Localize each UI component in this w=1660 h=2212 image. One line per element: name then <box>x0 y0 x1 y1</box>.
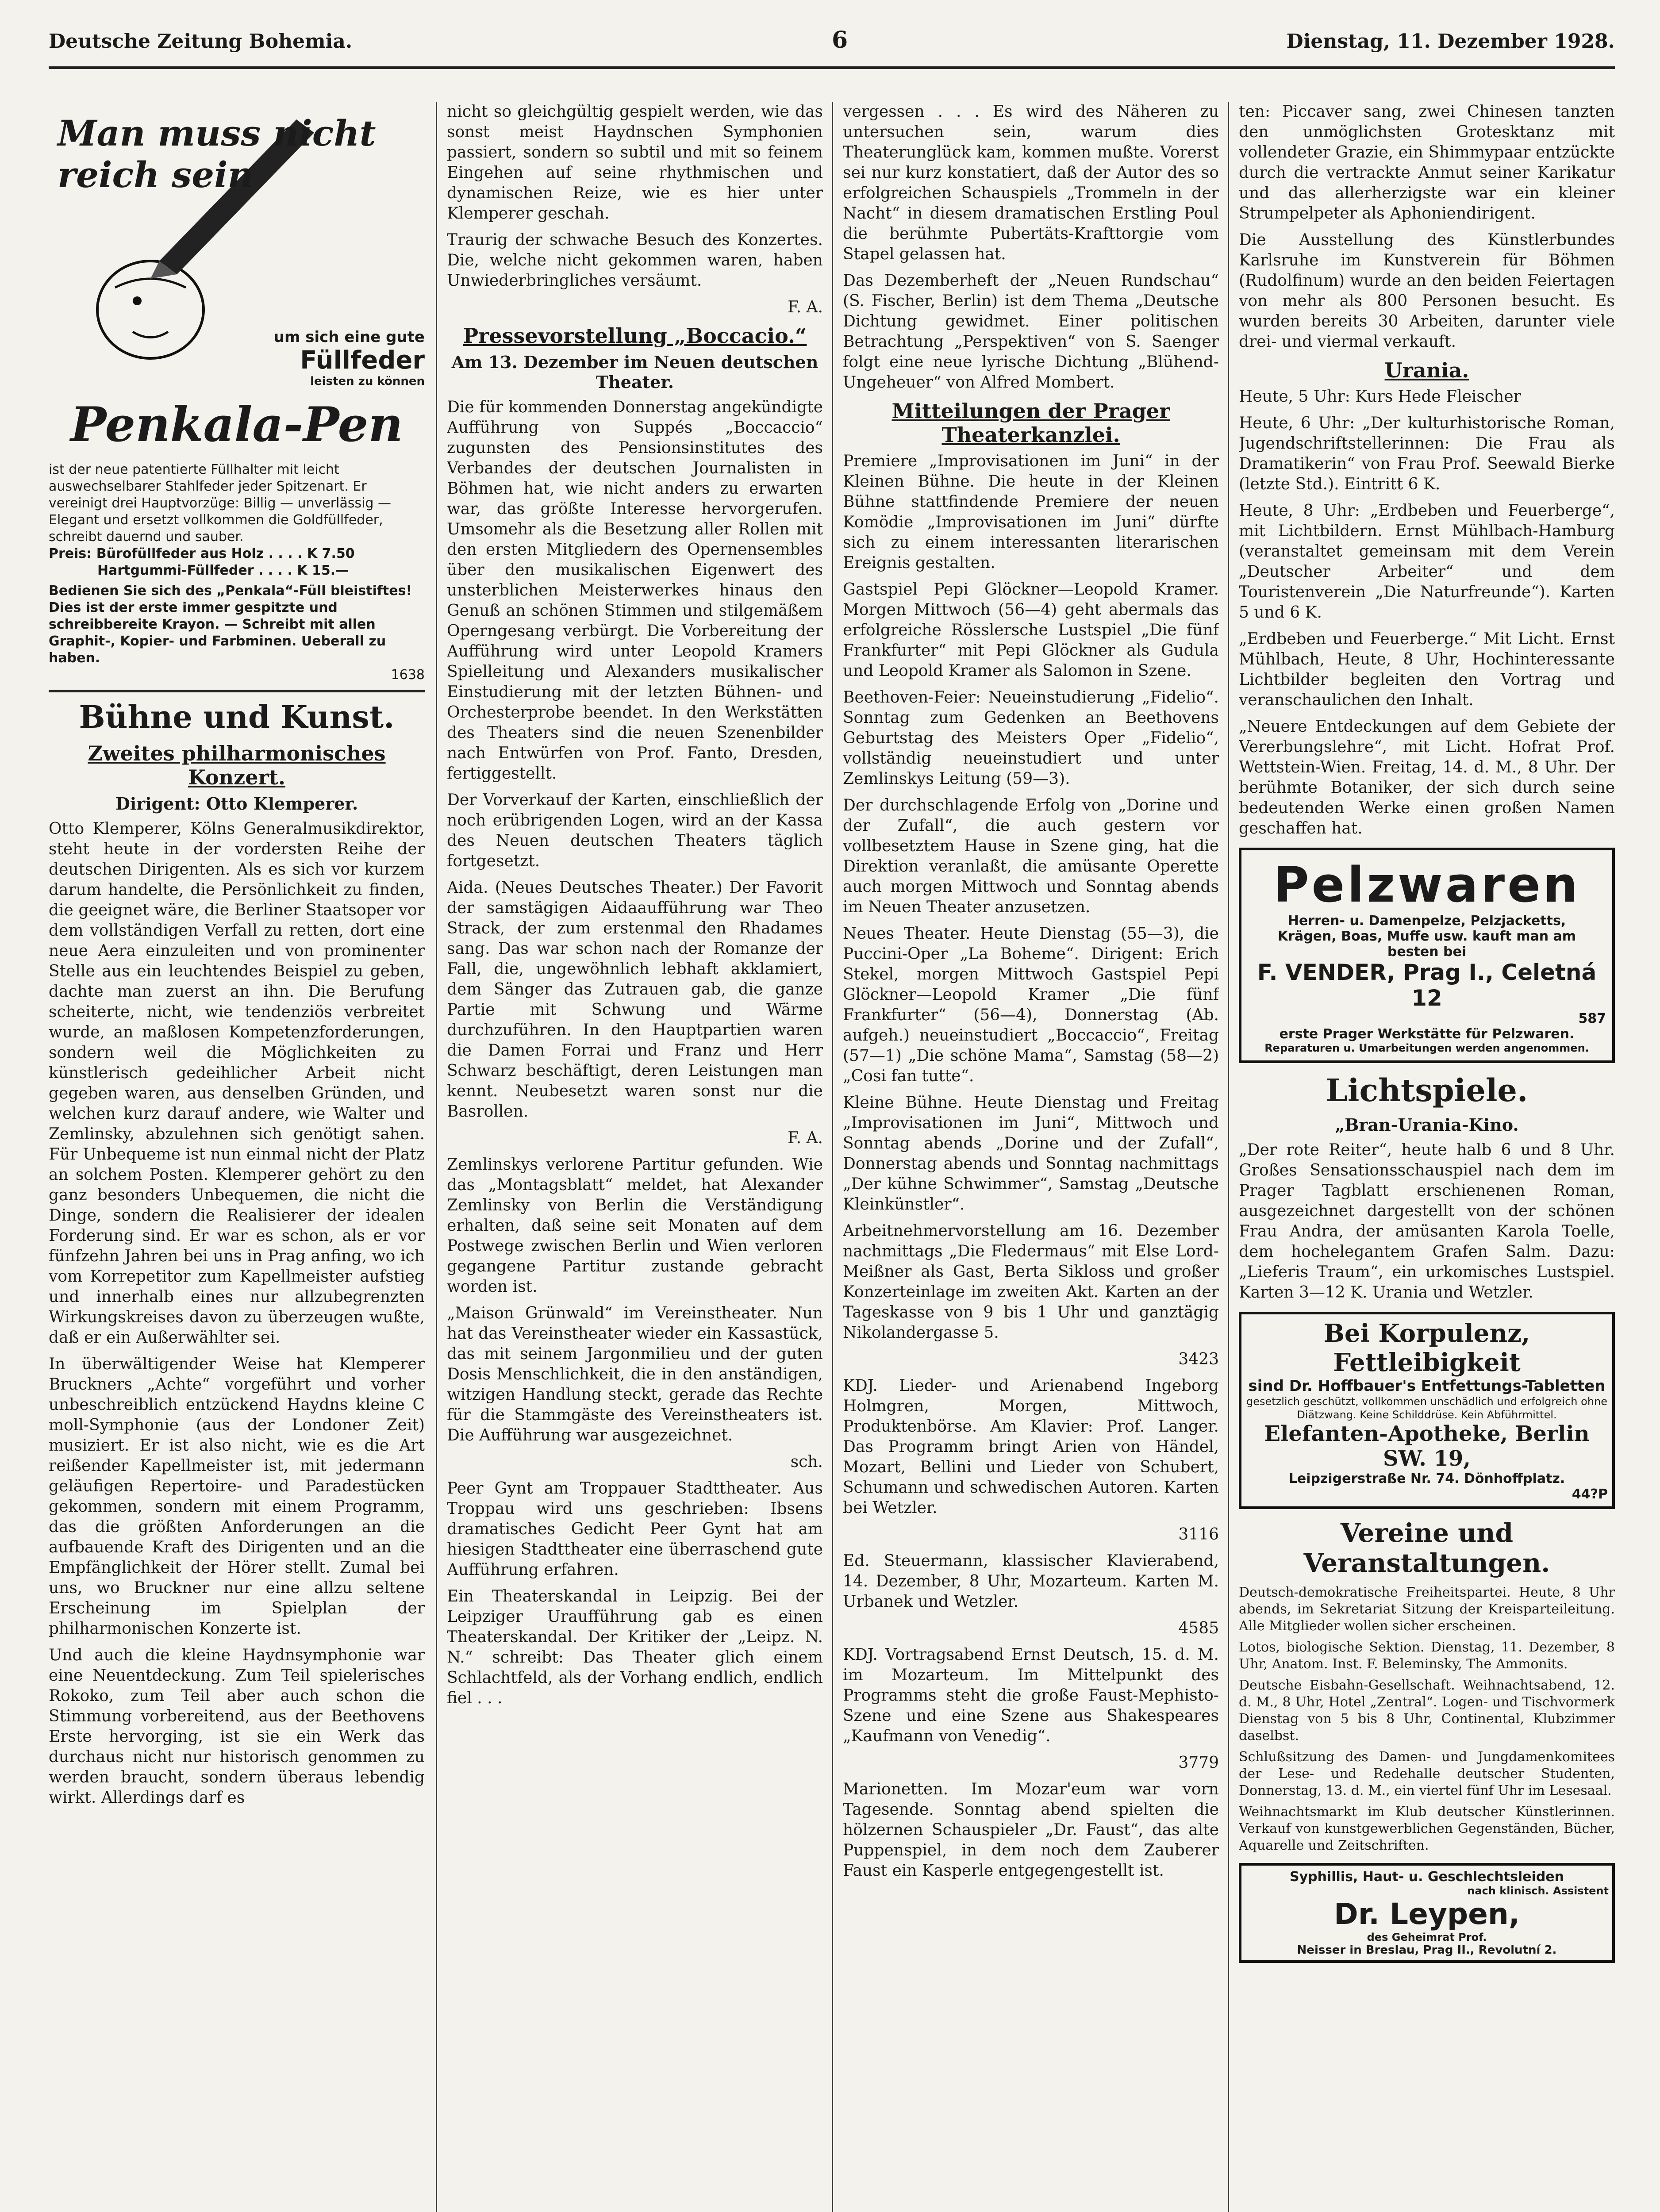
ref-number: 4585 <box>1178 1619 1219 1637</box>
dorine-note: Der durchschlagende Erfolg von „Dorine und der Zufall“, die auch gestern vor vollbesetztem Hause in Szene ging, hat die Direktion veranlaßt, die amüsante Operette auch morgen Mittwoch und Sonntag abends im Neuen Theater anzusetzen. <box>843 796 1219 916</box>
urania-item-2: Heute, 6 Uhr: „Der kulturhistorische Roman, Jugendschriftstellerinnen: Die Frau als Dramatikerin“ von Frau Prof. Seewald Bierke (letzte Std.). Eintritt 6 K. <box>1239 414 1615 493</box>
concert-subtitle: Dirigent: Otto Klemperer. <box>115 794 358 814</box>
ref-number: 3116 <box>1178 1525 1219 1544</box>
concert-conclusion: Traurig der schwache Besuch des Konzertes. Die, welche nicht gekommen waren, haben Unwiederbringliches versäumt. <box>447 231 823 290</box>
boccaccio-title: Pressevorstellung „Boccacio.“ <box>463 324 807 348</box>
korpulenz-ref: 44?P <box>1572 1486 1608 1502</box>
neues-theater-note: Neues Theater. Heute Dienstag (55—3), die Puccini-Oper „La Boheme“. Dirigent: Erich Stekel, morgen Mittwoch Gastspiel Pepi Glöckner—Leopold Kramer „Die fünf Frankfurter“ (56—4), Donnerstag (Ab. aufgeh.) neueinstudiert „Boccaccio“, Freitag (57—1) „Die schöne Mama“, Samstag (58—2) „Cosi fan tutte“. <box>843 925 1219 1085</box>
boccaccio-subtitle: Am 13. Dezember im Neuen deutschen Theater. <box>451 352 818 392</box>
vereine-item-5: Weihnachtsmarkt im Klub deutscher Künstlerinnen. Verkauf von kunstgewerblichen Gegenständen, Bücher, Aquarelle und Zeitschriften. <box>1239 1804 1615 1853</box>
kleine-buehne-note: Kleine Bühne. Heute Dienstag und Freitag „Improvisationen im Juni“, Mittwoch und Sonntag abends „Dorine und der Zufall“, Donnerstag abends und Sonntag nachmittags „Der kühne Schwimmer“, Samstag „Deutsche Kleinkünstler“. <box>843 1094 1219 1214</box>
beethoven-note: Beethoven-Feier: Neueinstudierung „Fidelio“. Sonntag zum Gedenken an Beethovens Geburtstag des Meisters Oper „Fidelio“, vollständig neueinstudiert und unter Zemlinskys Leitung (59—3). <box>843 688 1219 788</box>
concert-paragraph-2: In überwältigender Weise hat Klemperer Bruckners „Achte“ vorgeführt und vorher unbeschreiblich entzückend Haydns kleine C moll-Symphonie (aus der Londoner Zeit) musiziert. Er ist also nicht, wie es die Art reißender Kapellmeister ist, mit jedermann geläufigen Repertoire- und Paradestücken gekommen, sondern mit einem Programm, das die größten Anforderungen an die aufbauende Kraft des Dirigenten und an die Empfänglichkeit der Hörer stellt. Zumal bei uns, wo Bruckner nur eine allzu seltene Erscheinung im Spielplan der philharmonischen Konzerte ist. <box>49 1355 425 1638</box>
lichtspiele-title: Lichtspiele. <box>1326 1072 1528 1109</box>
pelz-line4: erste Prager Werkstätte für Pelzwaren. <box>1279 1026 1575 1042</box>
ref-number: 3423 <box>1178 1350 1219 1368</box>
boccaccio-paragraph-2: Der Vorverkauf der Karten, einschließlich der noch erübrigenden Logen, wird an der Kassa des Neuen deutschen Theaters täglich fortgesetzt. <box>447 791 823 870</box>
kuenstlerbund-note: Die Ausstellung des Künstlerbundes Karlsruhe im Kunstverein für Böhmen (Rudolfinum) wurde an den beiden Feiertagen von mehr als 800 Personen besucht. Es wurden bereits 30 Arbeiten, darunter viele drei- und viermal verkauft. <box>1239 231 1615 351</box>
pen-footer: Bedienen Sie sich des „Penkala“-Füll bleistiftes! Dies ist der erste immer gespitzte und schreibbereite Krayon. — Schreibt mit allen Graphit-, Kopier- und Farbminen. Ueberall zu haben. <box>49 583 412 666</box>
pen-ref: 1638 <box>391 667 425 683</box>
pelz-ref: 587 <box>1578 1011 1606 1026</box>
concert-continued: nicht so gleichgültig gespielt werden, wie das sonst meist Haydnschen Symphonien passiert, sondern so subtil und mit so feinem Eingehen auf seine rhythmischen und dynamischen Reize, wie es hier unter Klemperer geschah. <box>447 103 823 223</box>
urania-item-3: Heute, 8 Uhr: „Erdbeben und Feuerberge“, mit Lichtbildern. Ernst Mühlbach-Hamburg (veranstaltet gemeinsam mit dem Verein „Deutscher Arbeiter“ und dem Touristenverein „Die Naturfreunde“). Karten 5 und 6 K. <box>1239 502 1615 622</box>
column-divider <box>436 102 437 2212</box>
pen-price1: Preis: Bürofüllfeder aus Holz . . . . K 7.50 <box>49 546 355 561</box>
zemlinsky-note: Zemlinskys verlorene Partitur gefunden. Wie das „Montagsblatt“ meldet, hat Alexander Zemlinsky von Berlin die Verständigung erhalten, daß seine seit Monaten auf dem Postwege zwischen Berlin und Wien verloren gegangene Partitur zustande gebracht worden ist. <box>447 1156 823 1296</box>
section-divider <box>49 690 425 692</box>
masthead-rule <box>49 66 1615 69</box>
deutsch-note: KDJ. Vortragsabend Ernst Deutsch, 15. d. M. im Mozarteum. Im Mittelpunkt des Programms steht die große Faust-Mephisto-Szene und eine Szene aus Shakespeares „Kaufmann von Venedig“. <box>843 1646 1219 1745</box>
aida-review: Aida. (Neues Deutsches Theater.) Der Favorit der samstägigen Aidaaufführung war Theo Strack, der zum erstenmal den Rhadames sang. Das war schon nach der Romanze der Fall, die, ungewöhnlich lebhaft akklamiert, dem Sänger das Zutrauen gab, die ganze Partie mit Schwung und Wärme durchzuführen. In den Hauptpartien waren die Damen Forrai und Franz und Herr Schwarz beschäftigt, deren Leistungen man kennt. Neubesetzt waren sonst nur die Basrollen. <box>447 879 823 1121</box>
leypen-line2: nach klinisch. Assistent <box>1467 1885 1609 1897</box>
leypen-name: Dr. Leypen, <box>1334 1897 1520 1931</box>
leypen-advertisement <box>1239 1863 1615 1963</box>
pelz-line2: Krägen, Boas, Muffe usw. kauft man am <box>1277 929 1576 944</box>
maison-gruenwald-review: „Maison Grünwald“ im Vereinstheater. Nun hat das Vereinstheater wieder ein Kassastück, das mit seinem Jargonmilieu und der guten Dosis Menschlichkeit, die in den anständigen, witzigen Handlung steckt, gerade das Rechte für die Stammgäste des Vereinstheaters ist. Die Aufführung war ausgezeichnet. <box>447 1304 823 1444</box>
column-divider <box>832 102 833 2212</box>
pen-brand: Penkala-Pen <box>70 397 403 453</box>
section-title-buehne: Bühne und Kunst. <box>79 699 395 735</box>
concert-title: Zweites philharmonisches Konzert. <box>88 741 386 789</box>
pelzwaren-advertisement <box>1239 848 1615 1063</box>
urania-title: Urania. <box>1384 358 1469 382</box>
pen-advertisement <box>49 102 425 684</box>
marionetten-continued: ten: Piccaver sang, zwei Chinesen tanzten den unmöglichsten Grotesktanz mit vollendeter Grazie, ein Shimmypaar entzückte durch die vertrackte Anmut seiner Karikatur und das allerherzigste war ein kleiner Strumpelpeter als Aphoniendirigent. <box>1239 103 1615 223</box>
korpulenz-small: gesetzlich geschützt, vollkommen unschädlich und erfolgreich ohne Diätzwang. Keine Schilddrüse. Kein Abführmittel. <box>1246 1395 1608 1421</box>
pen-line2: Füllfeder <box>300 346 425 375</box>
column-divider <box>1228 102 1229 2212</box>
urania-item-1: Heute, 5 Uhr: Kurs Hede Fleischer <box>1239 388 1521 406</box>
column-1 <box>49 102 425 2212</box>
kino-note: „Der rote Reiter“, heute halb 6 und 8 Uhr. Großes Sensationsschauspiel nach dem im Prager Tagblatt erschienenen Roman, ausgezeichnet dargestellt von der schönen Frau Andra, der amüsanten Karola Toelle, dem hochelegantem Grafen Salm. Dazu: „Lieferis Traum“, ein urkomisches Lustspiel. Karten 3—12 K. Urania und Wetzler. <box>1239 1141 1615 1302</box>
korpulenz-sub: sind Dr. Hoffbauer's Entfettungs-Tabletten <box>1248 1377 1606 1395</box>
pelz-line5: Reparaturen u. Umarbeitungen werden angenommen. <box>1264 1042 1589 1054</box>
gastspiel-note: Gastspiel Pepi Glöckner—Leopold Kramer. Morgen Mittwoch (56—4) geht abermals das erfolgreiche Rösslersche Lustspiel „Die fünf Frankfurter“ mit Pepi Glöckner als Gudula und Leopold Kramer als Salomon in Szene. <box>843 580 1219 680</box>
pen-line1: um sich eine gute <box>273 328 425 346</box>
pelz-title: Pelzwaren <box>1273 856 1580 913</box>
entdeckungen-note: „Neuere Entdeckungen auf dem Gebiete der Vererbungslehre“, mit Licht. Hofrat Prof. Wettstein-Wien. Freitag, 14. d. M., 8 Uhr. Der berühmte Botaniker, der sich durch seine bedeutenden Werke einen großen Namen geschaffen hat. <box>1239 718 1615 837</box>
vereine-item-1: Deutsch-demokratische Freiheitspartei. Heute, 8 Uhr abends, im Sekretariat Sitzung der Kreisparteileitung. Alle Mitglieder wollen sicher erscheinen. <box>1239 1585 1615 1634</box>
leipzig-continued: vergessen . . . Es wird des Näheren zu untersuchen sein, warum dies Theaterunglück kam, kommen mußte. Vorerst sei nur kurz konstatiert, daß der Autor des so erfolgreichen Schauspiels „Trommeln in der Nacht“ in diesem dramatischen Erstling Poul die berühmte Pubertäts-Krafttorgie vom Stapel gelassen hat. <box>843 103 1219 263</box>
boccaccio-paragraph-1: Die für kommenden Donnerstag angekündigte Aufführung von Suppés „Boccaccio“ zugunsten des Pensionsinstitutes des Verbandes der deutschen Journalisten in Böhmen hat, wie nicht anders zu erwarten war, das größte Interesse hervorgerufen. Umsomehr als die Besetzung aller Rollen mit den ersten Mitgliedern des Opernensembles über den musikalischen Eigenwert des unsterblichen Meisterwerkes hinaus den Genuß an schönen Stimmen und stilgemäßem Operngesang verbürgt. Die Vorbereitung der Aufführung wird unter Leopold Kramers Spielleitung und Alexanders musikalischer Einstudierung mit der letzten Bühnen- und Orchesterprobe beendet. In den Werkstätten des Theaters sind die neuen Szenenbilder nach Entwürfen von Prof. Fanto, Dresden, fertiggestellt. <box>447 398 823 783</box>
pen-price2: Hartgummi-Füllfeder . . . . K 15.— <box>97 563 349 578</box>
mitteilungen-title: Mitteilungen der Prager Theaterkanzlei. <box>891 399 1170 447</box>
pelz-line3: besten bei <box>1387 944 1467 960</box>
korpulenz-title: Bei Korpulenz, Fettleibigkeit <box>1323 1319 1530 1377</box>
masthead <box>49 22 1615 66</box>
signature: F. A. <box>788 298 823 316</box>
leipzig-scandal: Ein Theaterskandal in Leipzig. Bei der Leipziger Uraufführung gab es einen Theaterskandal. Der Kritiker der „Leipz. N. N.“ schreibt: Das Theater glich einem Schlachtfeld, als der Vorhang endlich, endlich fiel . . . <box>447 1587 823 1707</box>
erdbeben-note: „Erdbeben und Feuerberge.“ Mit Licht. Ernst Mühlbach, Heute, 8 Uhr, Hochinteressante Lichtbilder begleiten den Vortrag und veranschaulichen den Inhalt. <box>1239 630 1615 709</box>
paper-name: Deutsche Zeitung Bohemia. <box>49 30 353 53</box>
page-number: 6 <box>832 27 848 54</box>
ref-number: 3779 <box>1178 1754 1219 1772</box>
kino-title: „Bran-Urania-Kino. <box>1335 1115 1519 1135</box>
vereine-item-4: Schlußsitzung des Damen- und Jungdamenkomitees der Lese- und Redehalle deutscher Studenten, Donnerstag, 13. d. M., ein viertel fünf Uhr im Lesesaal. <box>1239 1749 1615 1798</box>
column-4 <box>1239 102 1615 2212</box>
steuermann-note: Ed. Steuermann, klassischer Klavierabend, 14. Dezember, 8 Uhr, Mozarteum. Karten M. Urbanek und Wetzler. <box>843 1552 1219 1611</box>
leypen-line3: des Geheimrat Prof. <box>1367 1931 1487 1943</box>
holmgren-note: KDJ. Lieder- und Arienabend Ingeborg Holmgren, Morgen, Mittwoch, Produktenbörse. Am Klavier: Prof. Langer. Das Programm bringt Arien von Händel, Mozart, Bellini und Lieder von Schubert, Schumann und schwedischen Autoren. Karten bei Wetzler. <box>843 1377 1219 1517</box>
pelz-firm: F. VENDER, Prag I., Celetná 12 <box>1257 960 1597 1011</box>
leypen-line4: Neisser in Breslau, Prag II., Revolutní 2. <box>1297 1943 1557 1957</box>
premiere-note: Premiere „Improvisationen im Juni“ in der Kleinen Bühne. Die heute in der Kleinen Bühne stattfindende Premiere der neuen Komödie „Improvisationen im Juni“ dürfte sich zu einem interessanten literarischen Ereignis gestalten. <box>843 452 1219 572</box>
issue-date: Dienstag, 11. Dezember 1928. <box>1286 30 1615 53</box>
vereine-title: Vereine und Veranstaltungen. <box>1303 1518 1550 1578</box>
signature: sch. <box>790 1453 823 1471</box>
korpulenz-addr: Leipzigerstraße Nr. 74. Dönhoffplatz. <box>1288 1471 1565 1486</box>
vereine-item-2: Lotos, biologische Sektion. Dienstag, 11. Dezember, 8 Uhr, Anatom. Inst. F. Beleminsky, The Ammonits. <box>1239 1640 1615 1672</box>
arbeitnehmer-note: Arbeitnehmervorstellung am 16. Dezember nachmittags „Die Fledermaus“ mit Else Lord-Meißner als Gast, Berta Sikloss und großer Konzerteinlage im zweiten Akt. Karten an der Tageskasse von 9 bis 1 Uhr und ganztägig Nikolandergasse 5. <box>843 1222 1219 1342</box>
concert-paragraph-1: Otto Klemperer, Kölns Generalmusikdirektor, steht heute in der vordersten Reihe der deutschen Dirigenten. Als es sich vor kurzem darum handelte, die Persönlichkeit zu finden, die geeignet wäre, die Berliner Staatsoper vor dem vollständigen Verfall zu retten, dort eine neue Aera einzuleiten und von prominenter Stelle aus ein leuchtendes Beispiel zu geben, dachte man zuerst an ihn. Die Berufung scheiterte, nicht, wie tendenziös verbreitet wurde, an maßlosen Kompetenzforderungen, sondern weil die Möglichkeiten zu künstlerisch gedeihlicher Arbeit nicht gegeben waren, aus denselben Gründen, und welchen kurz darauf andere, wie Walter und Zemlinsky, abzulehnen sich genötigt sahen. Für Unbequeme ist nun einmal nicht der Platz an solchem Posten. Klemperer gehört zu den ganz besonders Unbequemen, die nicht die Dinge, sondern die Realisierer der idealen Forderung sind. Er war es schon, als er vor fünfzehn Jahren bei uns in Prag anfing, wo ich vom Korrepetitor zum Kapellmeister aufstieg und innerhalb eines nur allzubegrenzten Wirkungskreises davon zu überzeugen wußte, daß er ein Außerwählter sei. <box>49 820 425 1347</box>
leypen-line1: Syphillis, Haut- u. Geschlechtsleiden <box>1290 1869 1564 1885</box>
pelz-line1: Herren- u. Damenpelze, Pelzjacketts, <box>1287 913 1566 929</box>
pen-slogan: Man muss nicht reich sein <box>58 112 376 196</box>
marionetten-note: Marionetten. Im Mozar'eum war vorn Tagesende. Sonntag abend spielten die hölzernen Schauspieler „Dr. Faust“, das alte Puppenspiel, in dem noch dem Zauberer Faust ein Kasperle entgegengestellt ist. <box>843 1780 1219 1880</box>
korpulenz-firm: Elefanten-Apotheke, Berlin SW. 19, <box>1264 1421 1590 1471</box>
troppau-review: Peer Gynt am Troppauer Stadttheater. Aus Troppau wird uns geschrieben: Ibsens dramatisches Gedicht Peer Gynt hat am hiesigen Stadttheater eine überraschend gute Aufführung erfahren. <box>447 1479 823 1579</box>
column-3 <box>843 102 1219 2212</box>
vereine-item-3: Deutsche Eisbahn-Gesellschaft. Weihnachtsabend, 12. d. M., 8 Uhr, Hotel „Zentral“. Logen- und Tischvormerk Dienstag von 5 bis 8 Uhr, Continental, Klubzimmer daselbst. <box>1239 1678 1615 1743</box>
signature: F. A. <box>788 1129 823 1147</box>
rundschau-note: Das Dezemberheft der „Neuen Rundschau“ (S. Fischer, Berlin) ist dem Thema „Deutsche Dichtung gewidmet. Einer politischen Betrachtung „Perspektiven“ von S. Saenger folgt eine neue lyrische Dichtung „Blühend-Ungeheuer“ von Alfred Mombert. <box>843 272 1219 392</box>
concert-paragraph-3: Und auch die kleine Haydnsymphonie war eine Neuentdeckung. Zum Teil spielerisches Rokoko, zum Teil aber auch schon die Stimmung vorbereitend, aus der Beethovens Erste hervorging, ist sie ein Werk das durchaus nicht nur historisch genommen zu werden braucht, sondern überaus lebendig wirkt. Allerdings darf es <box>49 1646 425 1807</box>
pen-line3: leisten zu können <box>310 375 425 388</box>
column-2 <box>447 102 823 2212</box>
pen-body: ist der neue patentierte Füllhalter mit leicht auswechselbarer Stahlfeder jeder Spitzenart. Er vereinigt drei Hauptvorzüge: Billig — unverlässig — Elegant und ersetzt vollkommen die Goldfüllfeder, schreibt dauernd und sauber. <box>49 462 392 545</box>
korpulenz-advertisement <box>1239 1312 1615 1509</box>
